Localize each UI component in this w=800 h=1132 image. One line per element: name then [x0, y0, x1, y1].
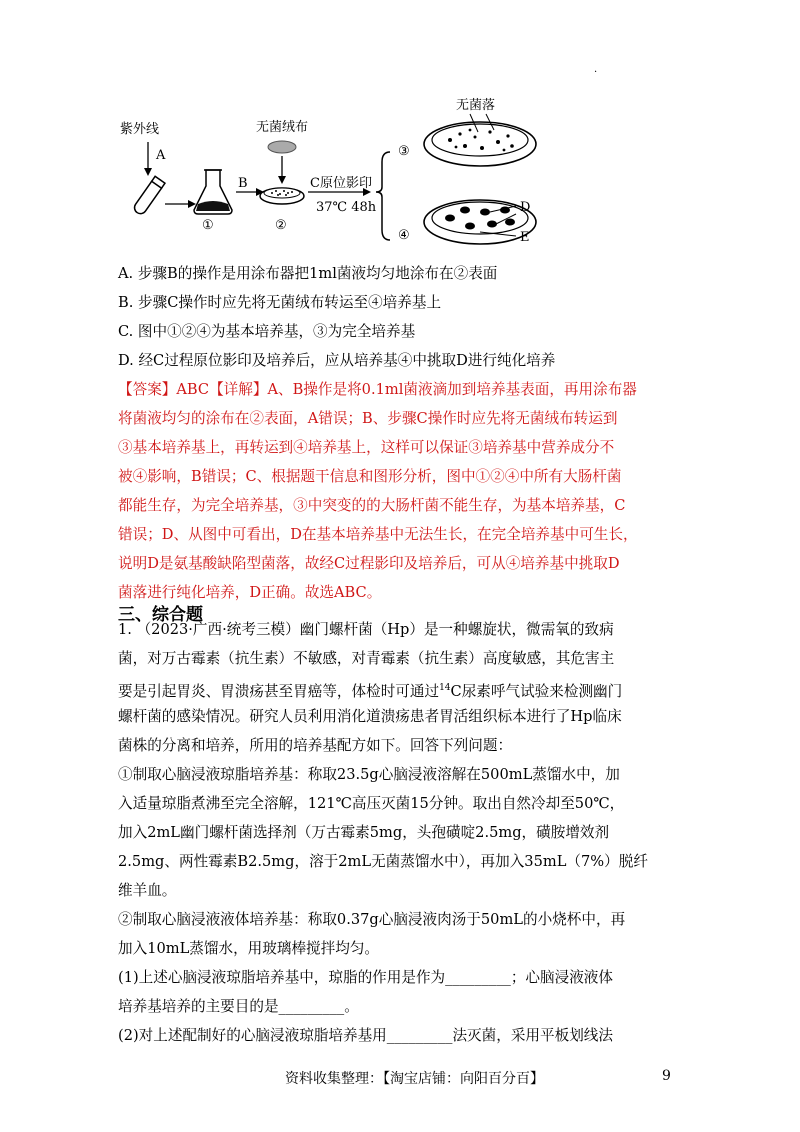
- option-c: C. 图中①②④为基本培养基，③为完全培养基: [118, 323, 416, 340]
- option-a: A. 步骤B的操作是用涂布器把1ml菌液均匀地涂布在②表面: [118, 265, 498, 282]
- label-c: C原位影印: [310, 176, 372, 191]
- answer-line: 错误；D、从图中可看出，D在基本培养基中无法生长，在完全培养基中可生长，: [118, 526, 638, 543]
- corner-dot: .: [594, 64, 598, 75]
- section-heading: 三、综合题: [118, 605, 203, 625]
- question-line: (1)上述心脑浸液琼脂培养基中，琼脂的作用是作为_________；心脑浸液液体: [118, 969, 613, 986]
- question-text: C尿素呼气试验来检测幽门: [450, 682, 623, 700]
- answer-line: ③基本培养基上，再转运到④培养基上，这样可以保证③培养基中营养成分不: [118, 439, 615, 456]
- footer-text: 资料收集整理：【淘宝店铺：向阳百分百】: [285, 1071, 544, 1087]
- answer-line: 菌落进行纯化培养，D正确。故选ABC。: [118, 584, 382, 601]
- question-line: ②制取心脑浸液液体培养基：称取0.37g心脑浸液肉汤于50mL的小烧杯中，再: [118, 911, 626, 928]
- question-line: 螺杆菌的感染情况。研究人员利用消化道溃疡患者胃活组织标本进行了Hp临床: [118, 708, 622, 725]
- question-line: 加入10mL蒸馏水，用玻璃棒搅拌均匀。: [118, 940, 380, 957]
- label-4: ④: [398, 228, 410, 243]
- question-text: 要是引起胃炎、胃溃疡甚至胃癌等，体检时可通过: [118, 682, 440, 700]
- label-uv: 紫外线: [120, 122, 160, 137]
- label-b: B: [238, 176, 248, 191]
- answer-line: 【答案】ABC【详解】A、B操作是将0.1ml菌液滴加到培养基表面，再用涂布器: [118, 381, 637, 398]
- option-b: B. 步骤C操作时应先将无菌绒布转运至④培养基上: [118, 294, 442, 311]
- question-line: 培养基培养的主要目的是_________。: [118, 998, 359, 1015]
- question-line: 加入2mL幽门螺杆菌选择剂（万古霉素5mg，头孢磺啶2.5mg，磺胺增效剂: [118, 824, 610, 841]
- question-line: ①制取心脑浸液琼脂培养基：称取23.5g心脑浸液溶解在500mL蒸馏水中，加: [118, 766, 620, 783]
- answer-line: 将菌液均匀的涂布在②表面，A错误；B、步骤C操作时应先将无菌绒布转运到: [118, 410, 618, 427]
- question-line: 1. （2023·广西·统考三模）幽门螺杆菌（Hp）是一种螺旋状，微需氧的致病: [118, 621, 614, 638]
- label-2: ②: [275, 218, 287, 233]
- question-line: 维羊血。: [118, 882, 177, 899]
- figure-drawing: [120, 92, 550, 252]
- page-number: 9: [662, 1068, 671, 1084]
- label-1: ①: [202, 218, 214, 233]
- answer-line: 被④影响，B错误；C、根据题干信息和图形分析，图中①②④中所有大肠杆菌: [118, 468, 622, 485]
- question-line: [118, 678, 622, 702]
- answer-line: 都能生存，为完全培养基，③中突变的的大肠杆菌不能生存，为基本培养基，C: [118, 497, 626, 514]
- experiment-figure: [120, 92, 550, 252]
- label-3: ③: [398, 144, 410, 159]
- isotope-superscript: 14: [439, 683, 451, 693]
- label-velvet: 无菌绒布: [256, 120, 309, 135]
- question-line: 菌，对万古霉素（抗生素）不敏感，对青霉素（抗生素）高度敏感，其危害主: [118, 650, 615, 667]
- label-e: E: [520, 230, 530, 245]
- label-no-colony: 无菌落: [456, 98, 496, 113]
- label-condition: 37℃ 48h: [316, 200, 377, 215]
- question-line: 菌株的分离和培养，所用的培养基配方如下。回答下列问题：: [118, 737, 513, 754]
- question-line: (2)对上述配制好的心脑浸液琼脂培养基用_________法灭菌，采用平板划线法: [118, 1027, 613, 1044]
- label-a: A: [156, 148, 166, 163]
- label-d: D: [520, 200, 531, 215]
- option-d: D. 经C过程原位影印及培养后，应从培养基④中挑取D进行纯化培养: [118, 352, 556, 369]
- answer-line: 说明D是氨基酸缺陷型菌落，故经C过程影印及培养后，可从④培养基中挑取D: [118, 555, 620, 572]
- question-line: 2.5mg、两性霉素B2.5mg，溶于2mL无菌蒸馏水中），再加入35mL（7%）脱纤: [118, 853, 648, 870]
- question-line: 入适量琼脂煮沸至完全溶解，121℃高压灭菌15分钟。取出自然冷却至50℃，: [118, 795, 625, 812]
